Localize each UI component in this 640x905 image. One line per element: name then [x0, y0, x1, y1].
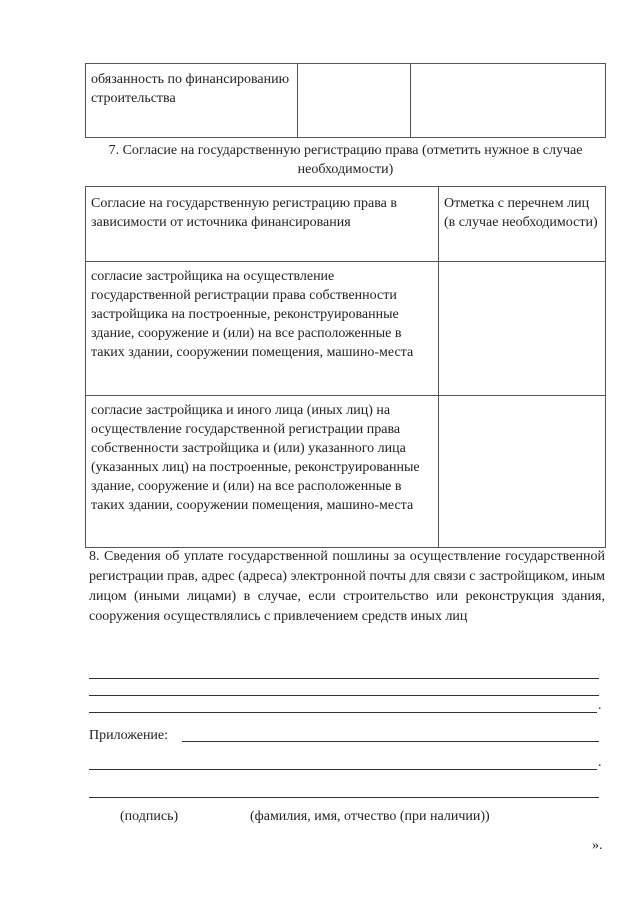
consent-table: [85, 186, 606, 548]
table-row: [86, 262, 606, 396]
consent-header-col2: [439, 187, 606, 262]
consent-row-2-mark-cell[interactable]: [439, 396, 606, 548]
blank-line-1[interactable]: [89, 678, 599, 679]
blank-line-2[interactable]: [89, 695, 599, 696]
financing-cell-empty-1: [297, 64, 411, 138]
consent-header-col1: [86, 187, 439, 262]
financing-obligation-text: обязанность по финансированию строительства: [91, 72, 290, 106]
closing-quote: ».: [592, 838, 603, 853]
consent-row-1-text: согласие застройщика на осуществление государственной регистрации права собственности застройщика на построенные, реконструированные здание, сооружение и (или) на все расположенные в таких здании, сооружении помещения, машино-места: [91, 269, 414, 360]
attachment-line-3[interactable]: [89, 797, 599, 798]
signature-label: (подпись): [120, 809, 179, 824]
financing-cell-empty-2: [411, 64, 606, 138]
blank-line-3[interactable]: [89, 712, 597, 713]
consent-row-1-mark: [439, 262, 605, 266]
consent-row-1-mark-cell[interactable]: [439, 262, 606, 396]
section-8-paragraph: 8. Сведения об уплате государственной пошлины за осуществление государственной регистрации прав, адрес (адреса) электронной почты для связи с застройщиком, иным лицом (иными лицами) в случае, если строительство или реконструкция здания, сооружения осуществлялись с привлечением средств иных лиц: [89, 549, 605, 624]
consent-header-col1-text: Согласие на государственную регистрацию права в зависимости от источника финансирования: [91, 196, 398, 230]
attachment-line-2[interactable]: [89, 769, 597, 770]
financing-cell-label: [86, 64, 298, 138]
financing-table: [85, 63, 606, 138]
table-row: [86, 396, 606, 548]
consent-row-2-text-cell: [86, 396, 439, 548]
full-name-label: (фамилия, имя, отчество (при наличии)): [250, 809, 490, 824]
attachment-label: Приложение:: [89, 728, 169, 743]
attachment-line[interactable]: [182, 741, 599, 742]
section-7-heading: 7. Согласие на государственную регистрацию права (отметить нужное в случае необходимости): [108, 143, 583, 177]
blank-line-3-period: .: [598, 698, 602, 713]
consent-row-2-text: согласие застройщика и иного лица (иных лиц) на осуществление государственной регистрации права собственности застройщика и (или) указанного лица (указанных лиц) на построенные, реконструированные здание, сооружение и (или) на все расположенные в таких здании, сооружении помещения, машино-места: [91, 403, 420, 513]
attachment-line-2-period: .: [598, 755, 602, 770]
consent-row-2-mark: [439, 396, 605, 400]
consent-header-col2-text: Отметка с перечнем лиц (в случае необходимости): [444, 196, 598, 230]
consent-row-1-text-cell: [86, 262, 439, 396]
